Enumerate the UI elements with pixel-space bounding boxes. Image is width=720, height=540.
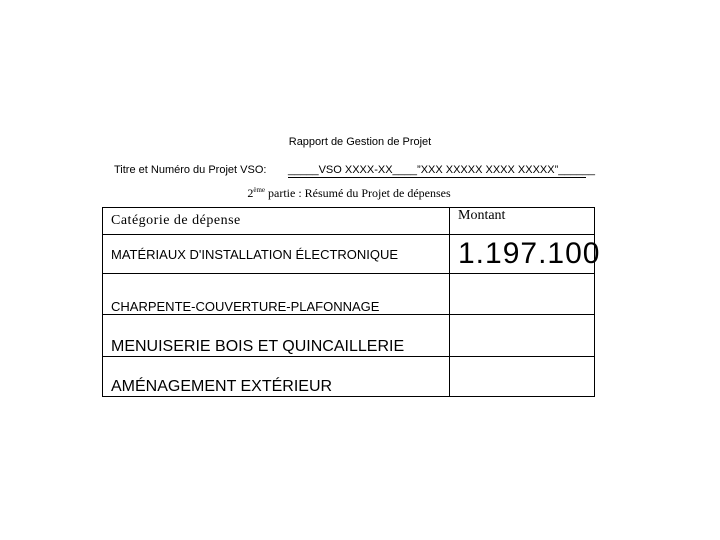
category-cell: MENUISERIE BOIS ET QUINCAILLERIE <box>103 315 450 357</box>
expense-table <box>102 207 601 397</box>
project-value: _____VSO XXXX-XX____”XXX XXXXX XXXX XXXXX”______ <box>288 164 595 176</box>
table-row <box>103 357 595 397</box>
category-cell: MATÉRIAUX D'INSTALLATION ÉLECTRONIQUE <box>103 235 450 274</box>
table-row <box>103 274 595 315</box>
part-number: 2 <box>247 186 254 200</box>
amount-cell <box>450 274 595 315</box>
report-title: Rapport de Gestion de Projet <box>288 136 432 148</box>
amount-cell <box>450 357 595 397</box>
category-cell: CHARPENTE-COUVERTURE-PLAFONNAGE <box>103 274 450 315</box>
category-header: Catégorie de dépense <box>103 208 450 235</box>
table-row <box>103 315 595 357</box>
category-cell: AMÉNAGEMENT EXTÉRIEUR <box>103 357 450 397</box>
table-row <box>103 235 595 274</box>
part-heading <box>104 186 594 201</box>
table-header-row <box>103 208 595 235</box>
part-superscript: ème <box>253 186 266 194</box>
amount-header: Montant <box>450 208 595 235</box>
project-label: Titre et Numéro du Projet VSO: <box>114 164 267 176</box>
part-title: partie : Résumé du Projet de dépenses <box>265 186 451 200</box>
amount-cell: 1.197.100 <box>450 235 595 274</box>
amount-cell <box>450 315 595 357</box>
